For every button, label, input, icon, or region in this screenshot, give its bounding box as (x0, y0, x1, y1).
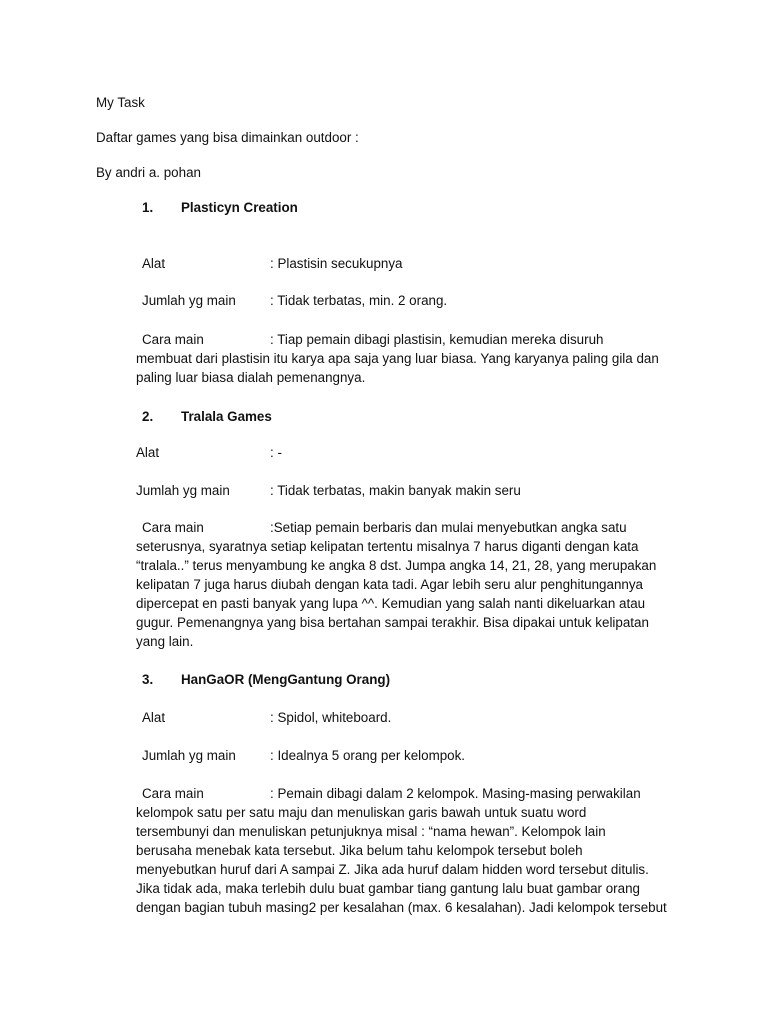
list-title: Daftar games yang bisa dimainkan outdoor : (96, 130, 359, 145)
game-2-name: Tralala Games (181, 409, 272, 424)
game-2-alat-value: : - (270, 445, 282, 460)
game-1-number: 1. (142, 200, 154, 215)
game-2-cara-line-7: yang lain. (136, 634, 194, 649)
game-3-alat-value: : Spidol, whiteboard. (270, 710, 392, 725)
game-2-jumlah-label: Jumlah yg main (136, 483, 230, 498)
game-1-jumlah-label: Jumlah yg main (142, 293, 236, 308)
game-3-cara-line-4: berusaha menebak kata tersebut. Jika belum tahu kelompok tersebut boleh (136, 843, 583, 858)
game-2-cara-line-2: seterusnya, syaratnya setiap kelipatan tertentu misalnya 7 harus diganti dengan kata (136, 539, 639, 554)
game-1-cara-label: Cara main (142, 332, 204, 347)
game-2-cara-label: Cara main (142, 520, 204, 535)
game-2-alat-label: Alat (136, 445, 160, 460)
game-1-jumlah-value: : Tidak terbatas, min. 2 orang. (270, 293, 448, 308)
game-3-cara-line-3: tersembunyi dan menuliskan petunjuknya misal : “nama hewan”. Kelompok lain (136, 824, 606, 839)
game-1-cara-line-1: : Tiap pemain dibagi plastisin, kemudian mereka disuruh (270, 332, 604, 347)
game-1-cara-line-2: membuat dari plastisin itu karya apa saja yang luar biasa. Yang karyanya paling gila dan (136, 351, 659, 366)
game-3-cara-label: Cara main (142, 786, 204, 801)
game-2-cara-line-6: gugur. Pemenangnya yang bisa bertahan sampai terakhir. Bisa dipakai untuk kelipatan (136, 615, 649, 630)
game-3-cara-line-1: : Pemain dibagi dalam 2 kelompok. Masing-masing perwakilan (270, 786, 641, 801)
game-2-cara-line-5: dipercepat en pasti banyak yang lupa ^^. Kemudian yang salah nanti dikeluarkan atau (136, 596, 646, 611)
game-1-cara-line-3: paling luar biasa dialah pemenangnya. (136, 370, 366, 385)
game-3-cara-line-6: Jika tidak ada, maka terlebih dulu buat gambar tiang gantung lalu buat gambar orang (136, 881, 640, 896)
game-3-alat-label: Alat (142, 710, 166, 725)
game-3-number: 3. (142, 672, 154, 687)
game-3-name: HanGaOR (MengGantung Orang) (181, 672, 391, 687)
task-title: My Task (96, 95, 145, 110)
game-1-alat-label: Alat (142, 256, 166, 271)
game-2-cara-line-1: :Setiap pemain berbaris dan mulai menyebutkan angka satu (270, 520, 627, 535)
game-2-cara-line-4: kelipatan 7 juga harus diubah dengan kata tadi. Agar lebih seru alur penghitungannya (136, 577, 643, 592)
game-2-number: 2. (142, 409, 154, 424)
game-2-jumlah-value: : Tidak terbatas, makin banyak makin seru (270, 483, 521, 498)
game-3-cara-line-7: dengan bagian tubuh masing2 per kesalahan (max. 6 kesalahan). Jadi kelompok tersebut (136, 900, 667, 915)
game-3-jumlah-label: Jumlah yg main (142, 748, 236, 763)
game-2-cara-line-3: “tralala..” terus menyambung ke angka 8 dst. Jumpa angka 14, 21, 28, yang merupakan (136, 558, 657, 573)
game-3-cara-line-2: kelompok satu per satu maju dan menuliskan garis bawah untuk suatu word (136, 805, 587, 820)
byline: By andri a. pohan (96, 165, 201, 180)
game-3-cara-line-5: menyebutkan huruf dari A sampai Z. Jika ada huruf dalam hidden word tersebut ditulis. (136, 862, 649, 877)
game-1-alat-value: : Plastisin secukupnya (270, 256, 403, 271)
game-3-jumlah-value: : Idealnya 5 orang per kelompok. (270, 748, 466, 763)
game-1-name: Plasticyn Creation (181, 200, 298, 215)
